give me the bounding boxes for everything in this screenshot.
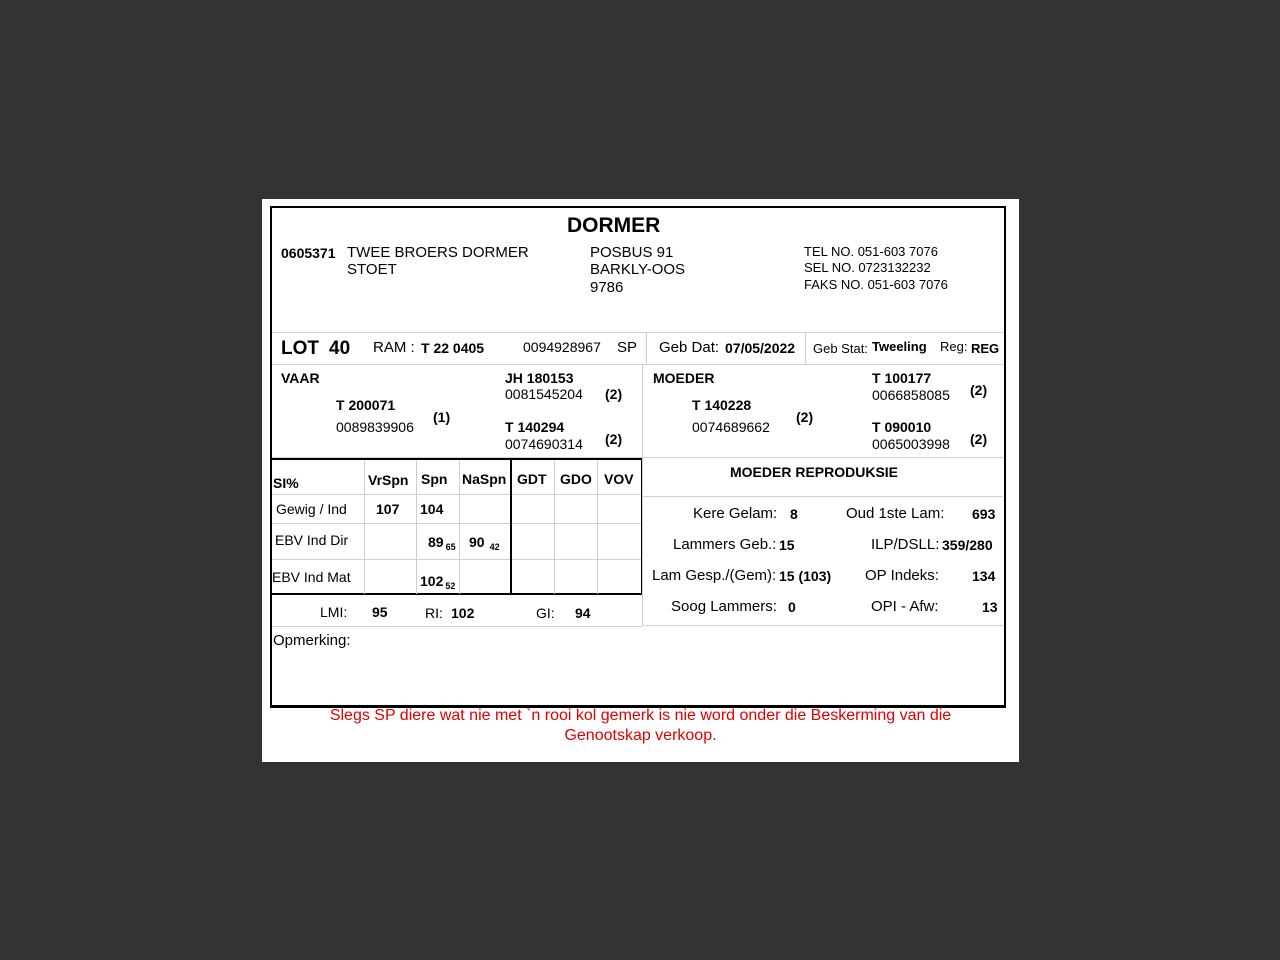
si-table-top bbox=[272, 458, 643, 460]
kere-gelam-label: Kere Gelam: bbox=[693, 505, 778, 522]
col-vrspn: VrSpn bbox=[368, 472, 409, 488]
ri-value: 102 bbox=[451, 605, 475, 621]
divider bbox=[805, 333, 806, 364]
ram-reg-no: 0094928967 bbox=[523, 339, 601, 355]
ram-id: T 22 0405 bbox=[421, 340, 485, 356]
footer-line1: Slegs SP diere wat nie met `n rooi kol gemerk is nie word onder die Beskerming van die bbox=[329, 707, 952, 724]
vaar-label: VAAR bbox=[281, 370, 320, 386]
tel-no: TEL NO. 051-603 7076 bbox=[804, 244, 938, 259]
row-gewig-vrspn: 107 bbox=[376, 501, 400, 517]
geb-dat-label: Geb Dat: bbox=[659, 339, 720, 356]
vaar-dam-count: (2) bbox=[605, 431, 623, 447]
si-table-bottom bbox=[272, 593, 643, 595]
ilp-dsll-label: ILP/DSLL: bbox=[871, 536, 940, 553]
si-table-col-line bbox=[416, 460, 417, 594]
geb-stat-label: Geb Stat: bbox=[813, 341, 868, 356]
soog-lammers-label: Soog Lammers: bbox=[671, 598, 777, 615]
reproduction-title: MOEDER REPRODUKSIE bbox=[730, 464, 899, 480]
geb-dat: 07/05/2022 bbox=[725, 340, 796, 356]
reg-label: Reg: bbox=[940, 339, 968, 354]
lot-number: 40 bbox=[329, 338, 351, 359]
row-ebv-mat-spn: 102 $_{52}$ bbox=[420, 573, 456, 591]
vaar-dam-id: T 140294 bbox=[505, 419, 565, 435]
opi-afw-label: OPI - Afw: bbox=[871, 598, 939, 615]
ri-label: RI: bbox=[425, 605, 443, 621]
moeder-dam-reg-no: 0065003998 bbox=[872, 436, 950, 452]
si-table-col-line bbox=[554, 460, 555, 594]
vaar-reg-no: 0089839906 bbox=[336, 419, 414, 435]
footer-line2: Genootskap verkoop. bbox=[564, 727, 717, 744]
vaar-sire-id: JH 180153 bbox=[505, 370, 574, 386]
moeder-label: MOEDER bbox=[653, 370, 715, 386]
row-gewig-spn: 104 bbox=[420, 501, 444, 517]
divider bbox=[646, 333, 647, 364]
divider bbox=[642, 625, 1003, 626]
vaar-dam-reg-no: 0074690314 bbox=[505, 436, 583, 452]
row-ebv-mat-label: EBV Ind Mat bbox=[272, 569, 351, 585]
si-table-divider bbox=[272, 523, 642, 524]
geb-stat: Tweeling bbox=[872, 339, 927, 354]
divider bbox=[272, 364, 1003, 365]
kere-gelam-value: 8 bbox=[790, 506, 798, 522]
moeder-dam-id: T 090010 bbox=[872, 419, 932, 435]
faks-no: FAKS NO. 051-603 7076 bbox=[804, 277, 948, 292]
moeder-id: T 140228 bbox=[692, 397, 752, 413]
lammers-geb-value: 15 bbox=[779, 537, 795, 553]
owner-line1: TWEE BROERS DORMER bbox=[347, 244, 529, 261]
vaar-sire-count: (2) bbox=[605, 386, 623, 402]
op-indeks-label: OP Indeks: bbox=[865, 567, 939, 584]
col-gdt: GDT bbox=[517, 471, 547, 487]
gi-value: 94 bbox=[575, 605, 591, 621]
address-line3: 9786 bbox=[590, 279, 624, 296]
moeder-sire-count: (2) bbox=[970, 382, 988, 398]
ram-label: RAM : bbox=[373, 339, 415, 356]
divider bbox=[642, 458, 643, 626]
member-no: 0605371 bbox=[281, 245, 336, 261]
col-si: SI% bbox=[273, 475, 299, 491]
oud-lam-label: Oud 1ste Lam: bbox=[846, 505, 945, 522]
ilp-dsll-value: 359/280 bbox=[942, 537, 993, 553]
si-table-col-line bbox=[364, 460, 365, 594]
lot-label: LOT bbox=[281, 338, 319, 359]
row-ebv-dir-spn: 89 $_{65}$ bbox=[428, 534, 456, 552]
owner-line2: STOET bbox=[347, 261, 397, 278]
col-spn: Spn bbox=[421, 471, 448, 487]
gi-label: GI: bbox=[536, 605, 555, 621]
lammers-geb-label: Lammers Geb.: bbox=[673, 536, 777, 553]
divider bbox=[642, 496, 1003, 497]
remarks-label: Opmerking: bbox=[273, 632, 351, 649]
row-ebv-dir-label: EBV Ind Dir bbox=[275, 532, 349, 548]
sel-no: SEL NO. 0723132232 bbox=[804, 260, 931, 275]
divider bbox=[272, 332, 1003, 333]
vaar-sire-reg-no: 0081545204 bbox=[505, 386, 583, 402]
sp-status: SP bbox=[617, 339, 638, 356]
row-ebv-dir-naspn: 90 $_{42}$ bbox=[469, 534, 500, 552]
lmi-value: 95 bbox=[372, 604, 388, 620]
col-vov: VOV bbox=[604, 471, 634, 487]
lmi-label: LMI: bbox=[320, 604, 348, 620]
row-gewig-label: Gewig / Ind bbox=[276, 501, 347, 517]
si-table-col-line bbox=[510, 458, 512, 595]
divider bbox=[272, 626, 642, 627]
moeder-dam-count: (2) bbox=[970, 431, 988, 447]
moeder-sire-id: T 100177 bbox=[872, 370, 932, 386]
op-indeks-value: 134 bbox=[972, 568, 996, 584]
si-table-col-line bbox=[459, 460, 460, 594]
oud-lam-value: 693 bbox=[972, 506, 996, 522]
divider bbox=[642, 365, 643, 457]
lam-gesp-value: 15 (103) bbox=[779, 568, 832, 584]
lam-gesp-label: Lam Gesp./(Gem): bbox=[652, 567, 777, 584]
vaar-id: T 200071 bbox=[336, 397, 396, 413]
reg-status: REG bbox=[971, 341, 1000, 356]
si-table-col-line bbox=[597, 460, 598, 594]
opi-afw-value: 13 bbox=[982, 599, 998, 615]
address-line2: BARKLY-OOS bbox=[590, 261, 686, 278]
footer-notice bbox=[262, 706, 1019, 746]
moeder-sire-reg-no: 0066858085 bbox=[872, 387, 950, 403]
soog-lammers-value: 0 bbox=[788, 599, 796, 615]
si-table-divider bbox=[272, 559, 642, 560]
moeder-count: (2) bbox=[796, 409, 814, 425]
col-naspn: NaSpn bbox=[462, 471, 507, 487]
vaar-count: (1) bbox=[433, 409, 451, 425]
address-line1: POSBUS 91 bbox=[590, 244, 674, 261]
breed-title: DORMER bbox=[567, 214, 661, 237]
moeder-reg-no: 0074689662 bbox=[692, 419, 770, 435]
col-gdo: GDO bbox=[560, 471, 592, 487]
si-table-divider bbox=[272, 494, 642, 495]
